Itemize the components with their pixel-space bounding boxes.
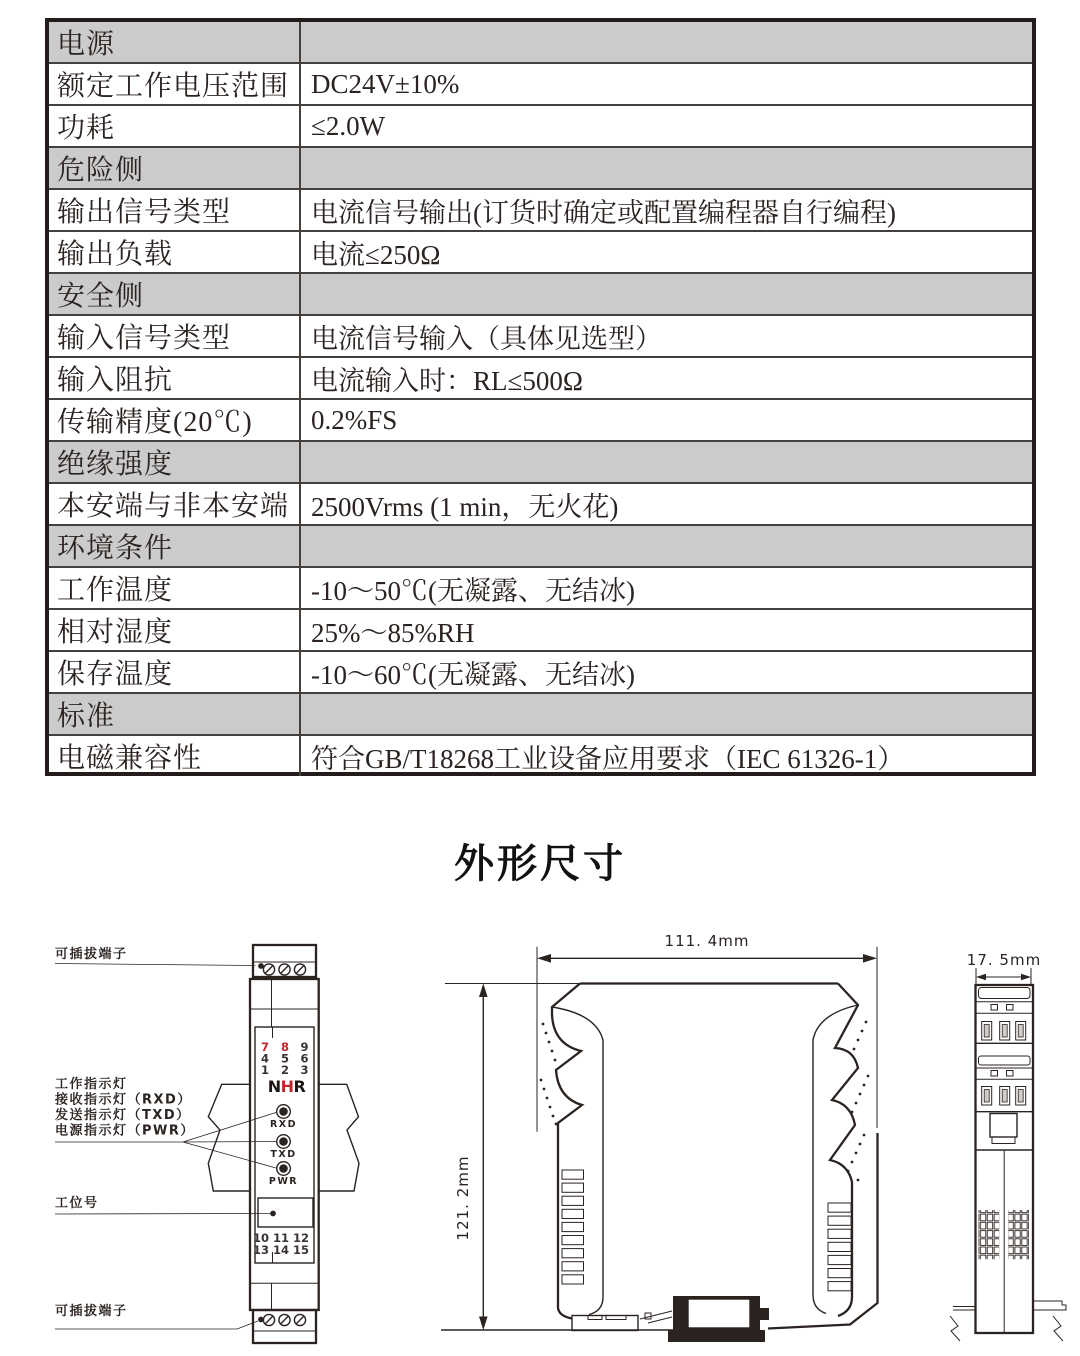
row-label: 绝缘强度 <box>49 442 301 482</box>
row-label: 输出信号类型 <box>49 190 301 230</box>
row-label: 电源 <box>49 22 301 62</box>
row-label: 电磁兼容性 <box>49 736 301 776</box>
terminal-block-bottom <box>253 1310 316 1343</box>
row-label: 输出负载 <box>49 232 301 272</box>
row-value: 符合GB/T18268工业设备应用要求（IEC 61326-1） <box>311 743 905 774</box>
terminal-numbers-bottom-2: 13 14 15 <box>252 1243 310 1257</box>
row-label: 传输精度(20℃) <box>49 400 301 440</box>
svg-text:7 8 9: 7 8 9 <box>260 1040 309 1054</box>
terminal-block-top <box>253 945 316 977</box>
rail-phantom-dots <box>540 1021 870 1182</box>
row-value: -10～60℃(无凝露、无结冰) <box>311 659 635 690</box>
din-rail-section <box>950 1301 1066 1341</box>
row-label: 本安端与非本安端 <box>49 484 301 524</box>
row-label: 额定工作电压范围 <box>49 64 301 104</box>
label-pluggable-terminal-bottom: 可插拔端子 <box>55 1304 128 1319</box>
row-value: 电流信号输出(订货时确定或配置编程器自行编程) <box>311 197 896 228</box>
svg-text:PWR: PWR <box>268 1176 299 1187</box>
row-label: 保存温度 <box>49 652 301 692</box>
terminal-stack-right <box>828 1203 851 1291</box>
height-dimension-label: 121. 2mm <box>454 1155 472 1241</box>
row-label: 标准 <box>49 694 301 734</box>
row-value: ≤2.0W <box>311 110 386 141</box>
led-txd <box>270 1135 296 1160</box>
label-work-led: 工作指示灯 <box>55 1077 128 1092</box>
led-rxd <box>270 1105 297 1130</box>
station-number-box <box>258 1198 313 1227</box>
depth-dimension-label: 17. 5mm <box>966 951 1042 969</box>
row-value: 电流输入时：RL≤500Ω <box>311 365 583 396</box>
led-pwr <box>269 1162 298 1187</box>
row-value: DC24V±10% <box>311 68 460 99</box>
row-label: 功耗 <box>49 106 301 146</box>
terminal-stack-left <box>562 1170 584 1284</box>
end-view-drawing <box>950 951 1066 1341</box>
svg-text:4 5 6: 4 5 6 <box>260 1051 309 1066</box>
screw-slots-2 <box>982 1087 1026 1106</box>
terminal-numbers-top <box>261 1040 309 1077</box>
label-station-number: 工位号 <box>55 1196 99 1211</box>
din-rail-right <box>319 1084 359 1191</box>
vent-grid-left <box>979 1210 1000 1259</box>
row-value: 2500Vrms (1 min，无火花) <box>311 491 619 522</box>
row-value: 电流≤250Ω <box>311 239 441 270</box>
row-value: 0.2%FS <box>311 404 398 435</box>
screw-icon <box>263 1314 305 1325</box>
screw-slots-1 <box>982 1022 1026 1041</box>
din-rail-left <box>208 1084 250 1191</box>
latch <box>990 1114 1017 1144</box>
side-view-drawing <box>441 932 878 1342</box>
svg-text:1 2 3: 1 2 3 <box>260 1063 309 1077</box>
width-dimension-label: 111. 4mm <box>664 932 750 950</box>
svg-text:TXD: TXD <box>270 1149 297 1160</box>
row-label: 安全侧 <box>49 274 301 314</box>
nhr-logo: NHR <box>267 1077 306 1096</box>
vent-grid-right <box>1008 1210 1029 1259</box>
screw-icon <box>263 964 305 975</box>
row-value: -10～50℃(无凝露、无结冰) <box>311 575 635 606</box>
label-pluggable-terminal-top: 可插拔端子 <box>55 947 128 962</box>
row-label: 危险侧 <box>49 148 301 188</box>
row-value: 25%～85%RH <box>311 617 475 648</box>
front-view-drawing <box>54 945 359 1343</box>
row-label: 相对湿度 <box>49 610 301 650</box>
row-label: 输入阻抗 <box>49 358 301 398</box>
row-label: 输入信号类型 <box>49 316 301 356</box>
label-pwr-led: 电源指示灯（PWR） <box>55 1123 195 1139</box>
row-value: 电流信号输入（具体见选型） <box>311 323 662 354</box>
page-title: 外形尺寸 <box>454 842 626 886</box>
terminal-numbers-bottom-1: 10 11 12 <box>252 1231 310 1245</box>
label-rx-led: 接收指示灯（RXD） <box>55 1092 192 1108</box>
row-label: 工作温度 <box>49 568 301 608</box>
svg-text:RXD: RXD <box>269 1119 298 1130</box>
label-tx-led: 发送指示灯（TXD） <box>55 1108 191 1123</box>
row-label: 环境条件 <box>49 526 301 566</box>
